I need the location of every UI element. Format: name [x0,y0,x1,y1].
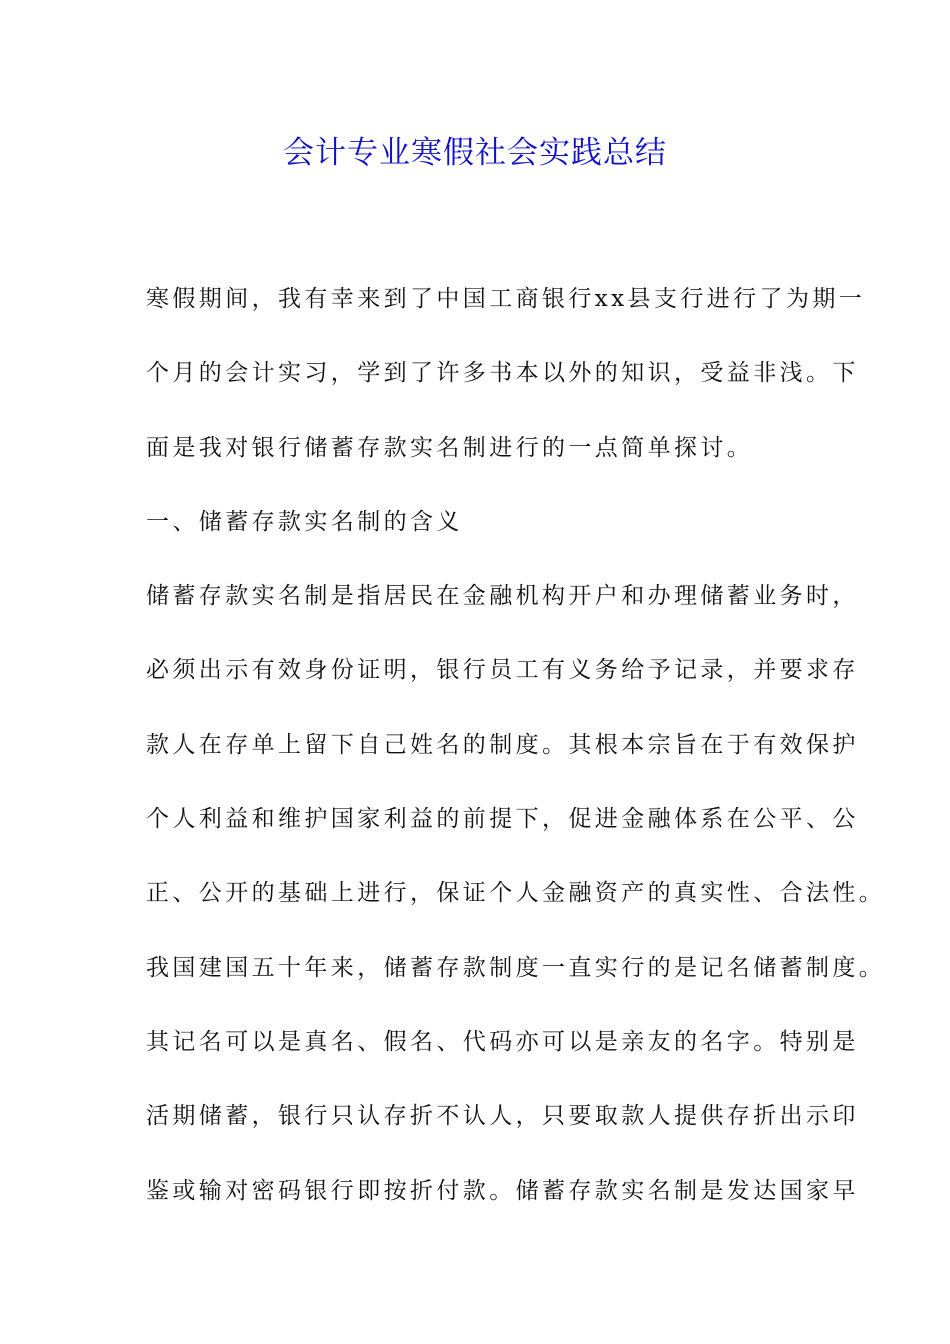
section-heading: 一、储蓄存款实名制的含义 [146,508,463,535]
body-line: 活期储蓄，银行只认存折不认人，只要取款人提供存折出示印 [146,1103,859,1130]
body-line: 个月的会计实习，学到了许多书本以外的知识，受益非浅。下 [146,360,859,387]
body-line: 必须出示有效身份证明，银行员工有义务给予记录，并要求存 [146,657,859,684]
body-line: 储蓄存款实名制是指居民在金融机构开户和办理储蓄业务时， [146,583,859,610]
body-line: 正、公开的基础上进行，保证个人金融资产的真实性、合法性。 [146,880,886,907]
body-line: 鉴或输对密码银行即按折付款。储蓄存款实名制是发达国家早 [146,1177,859,1204]
body-line: 面是我对银行储蓄存款实名制进行的一点简单探讨。 [146,434,754,461]
body-line: 款人在存单上留下自己姓名的制度。其根本宗旨在于有效保护 [146,731,859,758]
document-title: 会计专业寒假社会实践总结 [283,135,667,171]
body-line: 其记名可以是真名、假名、代码亦可以是亲友的名字。特别是 [146,1028,859,1055]
document-body [146,262,886,1228]
body-line: 个人利益和维护国家利益的前提下，促进金融体系在公平、公 [146,806,859,833]
body-line: 我国建国五十年来，储蓄存款制度一直实行的是记名储蓄制度。 [146,954,886,981]
body-line: 寒假期间，我有幸来到了中国工商银行xx县支行进行了为期一 [146,286,866,312]
